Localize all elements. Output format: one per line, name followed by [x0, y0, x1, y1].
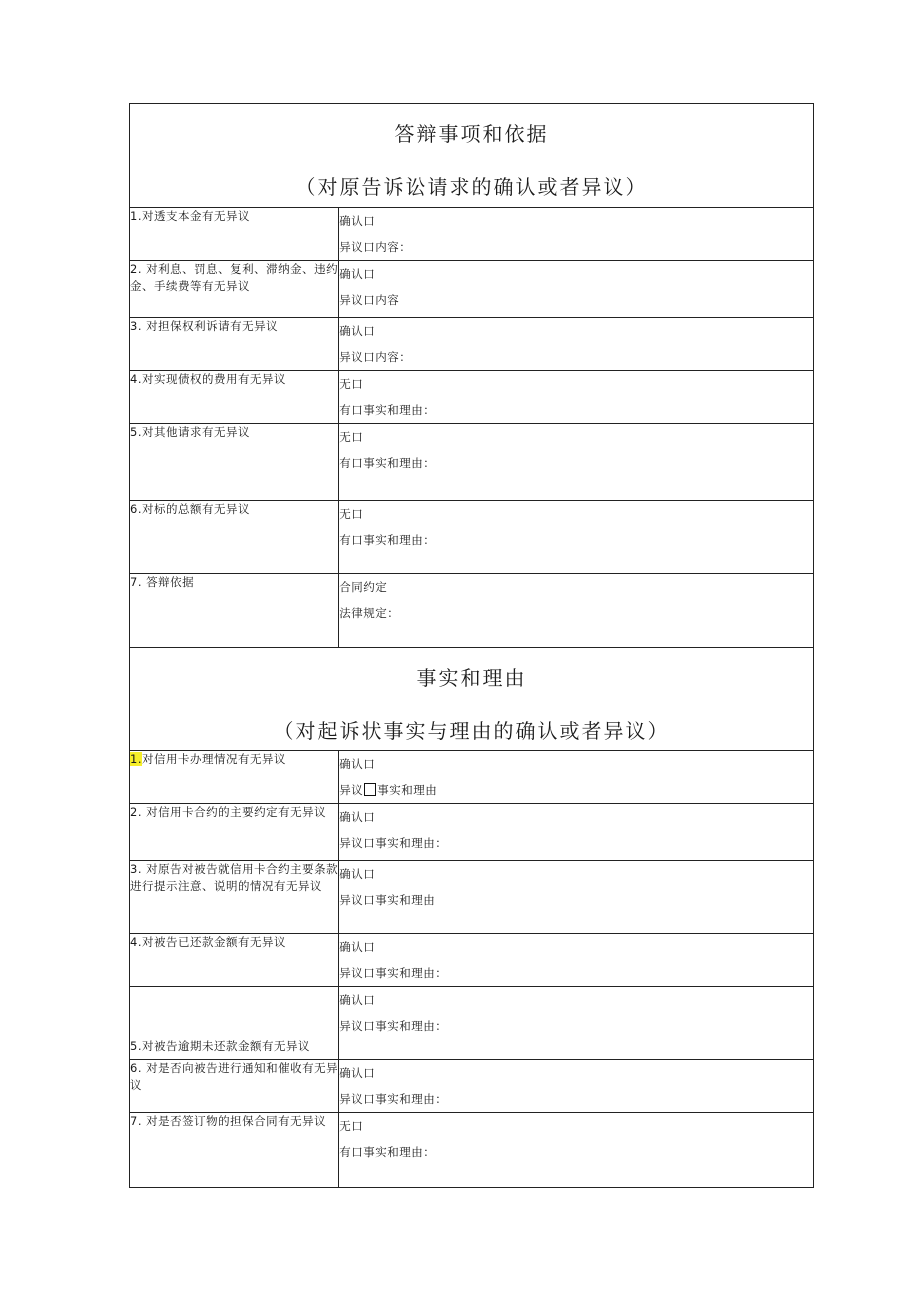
- section2-title: 事实和理由: [416, 666, 527, 690]
- answer-option[interactable]: 无口: [339, 1119, 364, 1133]
- answer-option[interactable]: 确认口: [339, 993, 376, 1007]
- table-row: [130, 424, 814, 501]
- answer-option[interactable]: 有口事实和理由：: [339, 456, 436, 470]
- table-row: [130, 318, 814, 371]
- section1-header: [130, 104, 814, 208]
- answer-option[interactable]: 异议口内容：: [339, 350, 412, 364]
- question-text: 对信用卡办理情况有无异议: [141, 752, 286, 766]
- section2-subtitle: （对起诉状事实与理由的确认或者异议）: [273, 719, 670, 743]
- section1-subtitle: （对原告诉讼请求的确认或者异议）: [295, 175, 648, 199]
- answer-option[interactable]: 确认口: [339, 267, 376, 281]
- answer-option-label: 异议: [339, 783, 364, 797]
- question-cell: 3. 对原告对被告就信用卡合约主要条款进行提示注意、说明的情况有无异议: [130, 861, 339, 934]
- answer-cell[interactable]: [339, 987, 814, 1060]
- question-cell: 6. 对是否向被告进行通知和催收有无异议: [130, 1060, 339, 1113]
- section2-header: [130, 648, 814, 751]
- question-cell: 4.对被告已还款金额有无异议: [130, 934, 339, 987]
- question-cell: 7. 答辩依据: [130, 574, 339, 648]
- question-cell: 2. 对利息、罚息、复利、滞纳金、违约金、手续费等有无异议: [130, 261, 339, 318]
- answer-option[interactable]: 无口: [339, 430, 364, 444]
- table-row: [130, 574, 814, 648]
- answer-cell[interactable]: [339, 424, 814, 501]
- answer-option[interactable]: 确认口: [339, 1066, 376, 1080]
- answer-cell[interactable]: [339, 751, 814, 804]
- question-cell: 2. 对信用卡合约的主要约定有无异议: [130, 804, 339, 861]
- answer-cell[interactable]: [339, 574, 814, 648]
- answer-option[interactable]: 确认口: [339, 940, 376, 954]
- answer-option[interactable]: 异议口事实和理由: [339, 893, 436, 907]
- answer-cell[interactable]: [339, 318, 814, 371]
- question-cell: 5.对其他请求有无异议: [130, 424, 339, 501]
- answer-option[interactable]: 无口: [339, 507, 364, 521]
- table-row: [130, 987, 814, 1060]
- answer-cell[interactable]: [339, 1060, 814, 1113]
- answer-cell[interactable]: [339, 208, 814, 261]
- table-row: [130, 1060, 814, 1113]
- table-row: [130, 751, 814, 804]
- answer-option[interactable]: 确认口: [339, 324, 376, 338]
- defense-form-table: [129, 103, 814, 1188]
- table-row: [130, 261, 814, 318]
- question-cell: 3. 对担保权利诉请有无异议: [130, 318, 339, 371]
- table-row: [130, 371, 814, 424]
- answer-option[interactable]: 无口: [339, 377, 364, 391]
- table-row: [130, 934, 814, 987]
- question-cell: 7. 对是否签订物的担保合同有无异议: [130, 1113, 339, 1188]
- answer-option[interactable]: 异议口事实和理由：: [339, 1019, 448, 1033]
- answer-option[interactable]: 异议口事实和理由：: [339, 966, 448, 980]
- answer-option[interactable]: 确认口: [339, 757, 376, 771]
- answer-cell[interactable]: [339, 501, 814, 574]
- table-row: [130, 1113, 814, 1188]
- answer-option[interactable]: 有口事实和理由：: [339, 533, 436, 547]
- answer-option[interactable]: 有口事实和理由：: [339, 1145, 436, 1159]
- section1-title: 答辩事项和依据: [394, 122, 549, 146]
- answer-cell[interactable]: [339, 934, 814, 987]
- question-number: 1.: [130, 752, 142, 766]
- table-row: [130, 208, 814, 261]
- answer-option[interactable]: 异议口事实和理由：: [339, 836, 448, 850]
- answer-option[interactable]: 确认口: [339, 867, 376, 881]
- question-cell: 1.对透支本金有无异议: [130, 208, 339, 261]
- checkbox[interactable]: [364, 783, 376, 796]
- answer-option[interactable]: [339, 777, 813, 803]
- question-cell: 5.对被告逾期未还款金额有无异议: [130, 987, 339, 1060]
- answer-option-label: 事实和理由: [377, 783, 438, 797]
- table-row: [130, 861, 814, 934]
- answer-option[interactable]: 确认口: [339, 810, 376, 824]
- question-cell: 6.对标的总额有无异议: [130, 501, 339, 574]
- answer-option[interactable]: 异议口事实和理由：: [339, 1092, 448, 1106]
- table-row: [130, 501, 814, 574]
- answer-cell[interactable]: [339, 861, 814, 934]
- answer-option[interactable]: 法律规定：: [339, 606, 400, 620]
- answer-option[interactable]: 确认口: [339, 214, 376, 228]
- answer-cell[interactable]: [339, 261, 814, 318]
- question-cell: 4.对实现债权的费用有无异议: [130, 371, 339, 424]
- answer-cell[interactable]: [339, 804, 814, 861]
- table-row: [130, 804, 814, 861]
- answer-option[interactable]: 异议口内容：: [339, 240, 412, 254]
- answer-cell[interactable]: [339, 1113, 814, 1188]
- answer-option[interactable]: 有口事实和理由：: [339, 403, 436, 417]
- answer-option[interactable]: 合同约定: [339, 580, 388, 594]
- answer-option[interactable]: 异议口内容: [339, 293, 400, 307]
- question-cell: [130, 751, 339, 804]
- answer-cell[interactable]: [339, 371, 814, 424]
